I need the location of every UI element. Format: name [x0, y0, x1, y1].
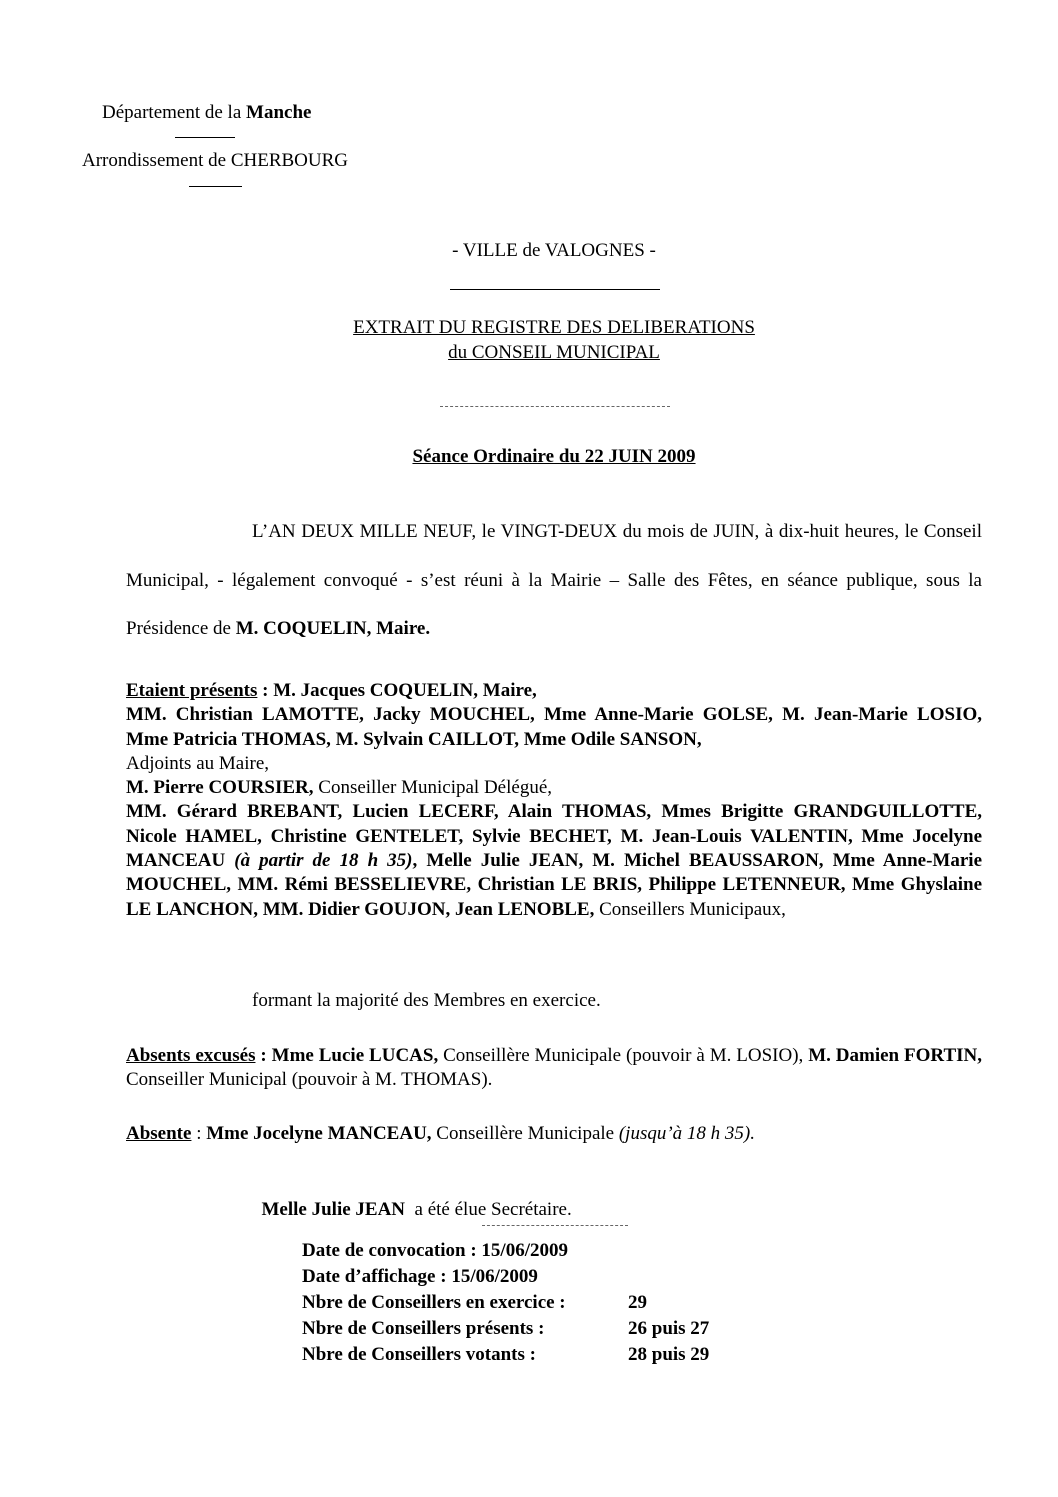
absente-note: (jusqu’à 18 h 35).	[618, 1123, 756, 1144]
stats-divider	[482, 1225, 628, 1226]
presents-delegue-name: M. Pierre COURSIER,	[126, 777, 314, 799]
department-prefix: Département de la	[102, 102, 247, 123]
intro-president: M. COQUELIN, Maire.	[235, 618, 431, 639]
stat-votants-label: Nbre de Conseillers votants :	[302, 1344, 536, 1365]
absents-excuses-label: Absents excusés	[126, 1045, 256, 1066]
presents-first-line	[126, 679, 982, 703]
secretaire-name: Melle Julie JEAN	[261, 1199, 406, 1220]
absente-name: Mme Jocelyne MANCEAU,	[206, 1123, 432, 1144]
presents-conseillers-part2: , Melle Julie JEAN, M. Michel BEAUSSARON, Mme Anne-Marie MOUCHEL, MM. Rémi BESSELIEVRE, Christian LE BRIS, Philippe LETENNEUR, Mme Ghyslaine LE LANCHON, MM. Didier GOUJON, Jean LENOBLE,	[126, 850, 982, 920]
absente-text: Conseillère Municipale	[431, 1123, 619, 1144]
absents-excuses-block	[126, 1044, 982, 1093]
intro-paragraph	[126, 508, 982, 654]
presents-sep: :	[257, 680, 274, 701]
absents-excuses-sep: :	[255, 1045, 272, 1066]
stat-exercice	[302, 1290, 647, 1316]
ville-divider	[450, 289, 660, 290]
absente-sep: :	[191, 1123, 207, 1144]
department-line	[102, 102, 311, 124]
stat-convocation-label: Date de convocation :	[302, 1240, 482, 1261]
presents-delegue	[126, 776, 982, 800]
department-name: Manche	[246, 102, 312, 123]
presents-maire: M. Jacques COQUELIN, Maire,	[273, 680, 537, 701]
stat-convocation-value: 15/06/2009	[481, 1240, 568, 1261]
seance-title: Séance Ordinaire du 22 JUIN 2009	[412, 446, 696, 467]
absente-line	[126, 1123, 755, 1145]
intro-text: L’AN DEUX MILLE NEUF, le VINGT-DEUX du mois de JUIN, à dix-huit heures, le Conseil Municipal, - légalement convoqué - s’est réuni à la Mairie – Salle des Fêtes, en séance publique, sous la Présidence de	[126, 521, 982, 639]
registre-title-line1: EXTRAIT DU REGISTRE DES DELIBERATIONS	[353, 317, 755, 338]
absents-excuses-text1: Conseillère Municipale (pouvoir à M. LOSIO),	[438, 1045, 809, 1066]
secretaire-line	[252, 1177, 572, 1221]
presents-delegue-label: Conseiller Municipal Délégué,	[313, 777, 553, 799]
arrondissement-prefix: Arrondissement de	[82, 150, 231, 171]
stat-presents-label: Nbre de Conseillers présents :	[302, 1318, 545, 1339]
presents-adjoints-names: MM. Christian LAMOTTE, Jacky MOUCHEL, Mme Anne-Marie GOLSE, M. Jean-Marie LOSIO, Mme Patricia THOMAS, M. Sylvain CAILLOT, Mme Odile SANSON,	[126, 704, 982, 750]
stat-affichage-value: 15/06/2009	[451, 1266, 538, 1287]
absents-excuses-text2: Conseiller Municipal (pouvoir à M. THOMAS).	[126, 1069, 493, 1091]
ville-title: - VILLE de VALOGNES -	[452, 240, 656, 261]
stat-affichage-label: Date d’affichage :	[302, 1266, 452, 1287]
presents-label: Etaient présents	[126, 680, 258, 701]
presents-conseillers-note: (à partir de 18 h 35)	[234, 850, 413, 872]
stat-presents-value: 26 puis 27	[628, 1318, 710, 1339]
registre-divider	[440, 406, 670, 407]
header-divider-1	[175, 137, 235, 138]
stat-exercice-label: Nbre de Conseillers en exercice :	[302, 1292, 566, 1313]
presents-block	[126, 679, 982, 922]
presents-conseillers	[126, 800, 982, 921]
header-divider-2	[189, 186, 242, 187]
stat-affichage	[302, 1264, 538, 1290]
stat-exercice-value: 29	[628, 1292, 647, 1313]
arrondissement-name: CHERBOURG	[230, 150, 348, 171]
stat-votants-value: 28 puis 29	[628, 1344, 710, 1365]
presents-conseillers-label: Conseillers Municipaux,	[594, 898, 786, 920]
registre-title-line2: du CONSEIL MUNICIPAL	[448, 342, 660, 363]
stat-convocation	[302, 1238, 568, 1264]
absents-excuses-name2: M. Damien FORTIN,	[808, 1045, 982, 1066]
presents-conseillers-part1: MM. Gérard BREBANT, Lucien LECERF, Alain THOMAS, Mmes Brigitte GRANDGUILLOTTE, Nicole HAMEL, Christine GENTELET, Sylvie BECHET, M. Jean-Louis VALENTIN, Mme Jocelyne MANCEAU	[126, 801, 982, 872]
arrondissement-line	[82, 150, 348, 172]
absents-excuses-name1: Mme Lucie LUCAS,	[271, 1045, 439, 1066]
stat-votants	[302, 1342, 710, 1368]
majorite-line: formant la majorité des Membres en exercice.	[252, 990, 601, 1011]
absente-label: Absente	[126, 1123, 192, 1144]
secretaire-text: a été élue Secrétaire.	[405, 1199, 572, 1220]
stat-presents	[302, 1316, 710, 1342]
presents-adjoints-label: Adjoints au Maire,	[126, 752, 270, 774]
